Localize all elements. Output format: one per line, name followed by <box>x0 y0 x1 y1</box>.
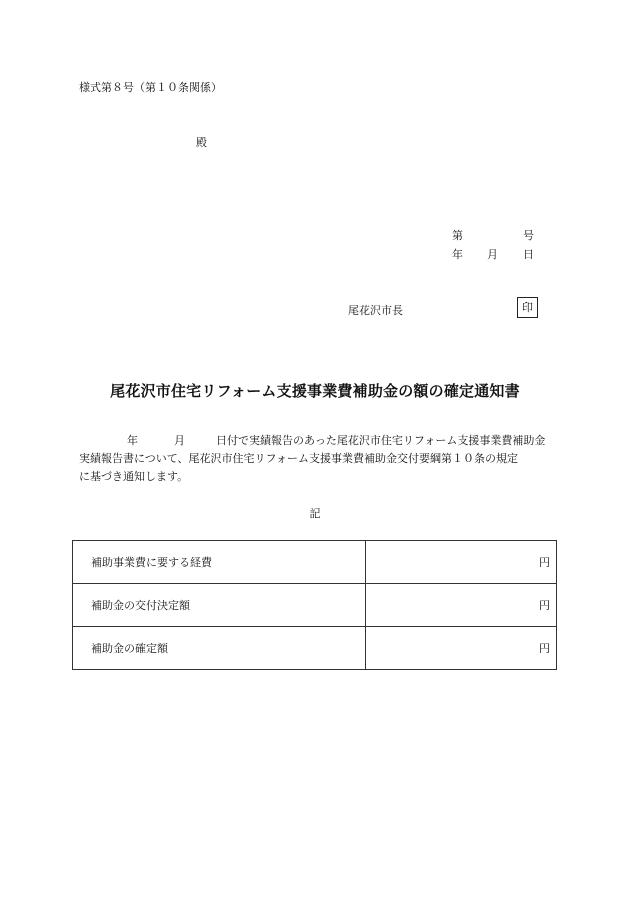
row-label: 補助金の交付決定額 <box>73 584 366 627</box>
issuer-name: 尾花沢市長 <box>348 304 403 317</box>
row-amount-unit: 円 <box>366 541 557 584</box>
body-month-label: 月 <box>174 434 185 447</box>
body-line-2: 実績報告書について、尾花沢市住宅リフォーム支援事業費補助金交付要綱第１０条の規定 <box>79 452 519 465</box>
body-year-label: 年 <box>127 434 138 447</box>
document-title: 尾花沢市住宅リフォーム支援事業費補助金の額の確定通知書 <box>110 382 520 400</box>
form-number: 様式第８号（第１０条関係） <box>79 81 222 94</box>
row-amount-unit: 円 <box>366 627 557 670</box>
date-month-label: 月 <box>487 248 498 261</box>
row-label: 補助事業費に要する経費 <box>73 541 366 584</box>
ki-heading: 記 <box>309 507 321 520</box>
row-label: 補助金の確定額 <box>73 627 366 670</box>
table-row <box>73 541 557 584</box>
date-year-label: 年 <box>452 248 463 261</box>
body-line-3: に基づき通知します。 <box>79 470 189 483</box>
date-day-label: 日 <box>523 248 534 261</box>
table-row <box>73 627 557 670</box>
body-line-1-text: 日付で実績報告のあった尾花沢市住宅リフォーム支援事業費補助金 <box>216 434 546 447</box>
addressee-suffix: 殿 <box>196 136 207 149</box>
table-row <box>73 584 557 627</box>
amount-table <box>72 540 557 670</box>
seal-stamp: 印 <box>517 297 538 318</box>
document-number-suffix: 号 <box>523 229 534 242</box>
document-number-prefix: 第 <box>452 229 463 242</box>
row-amount-unit: 円 <box>366 584 557 627</box>
